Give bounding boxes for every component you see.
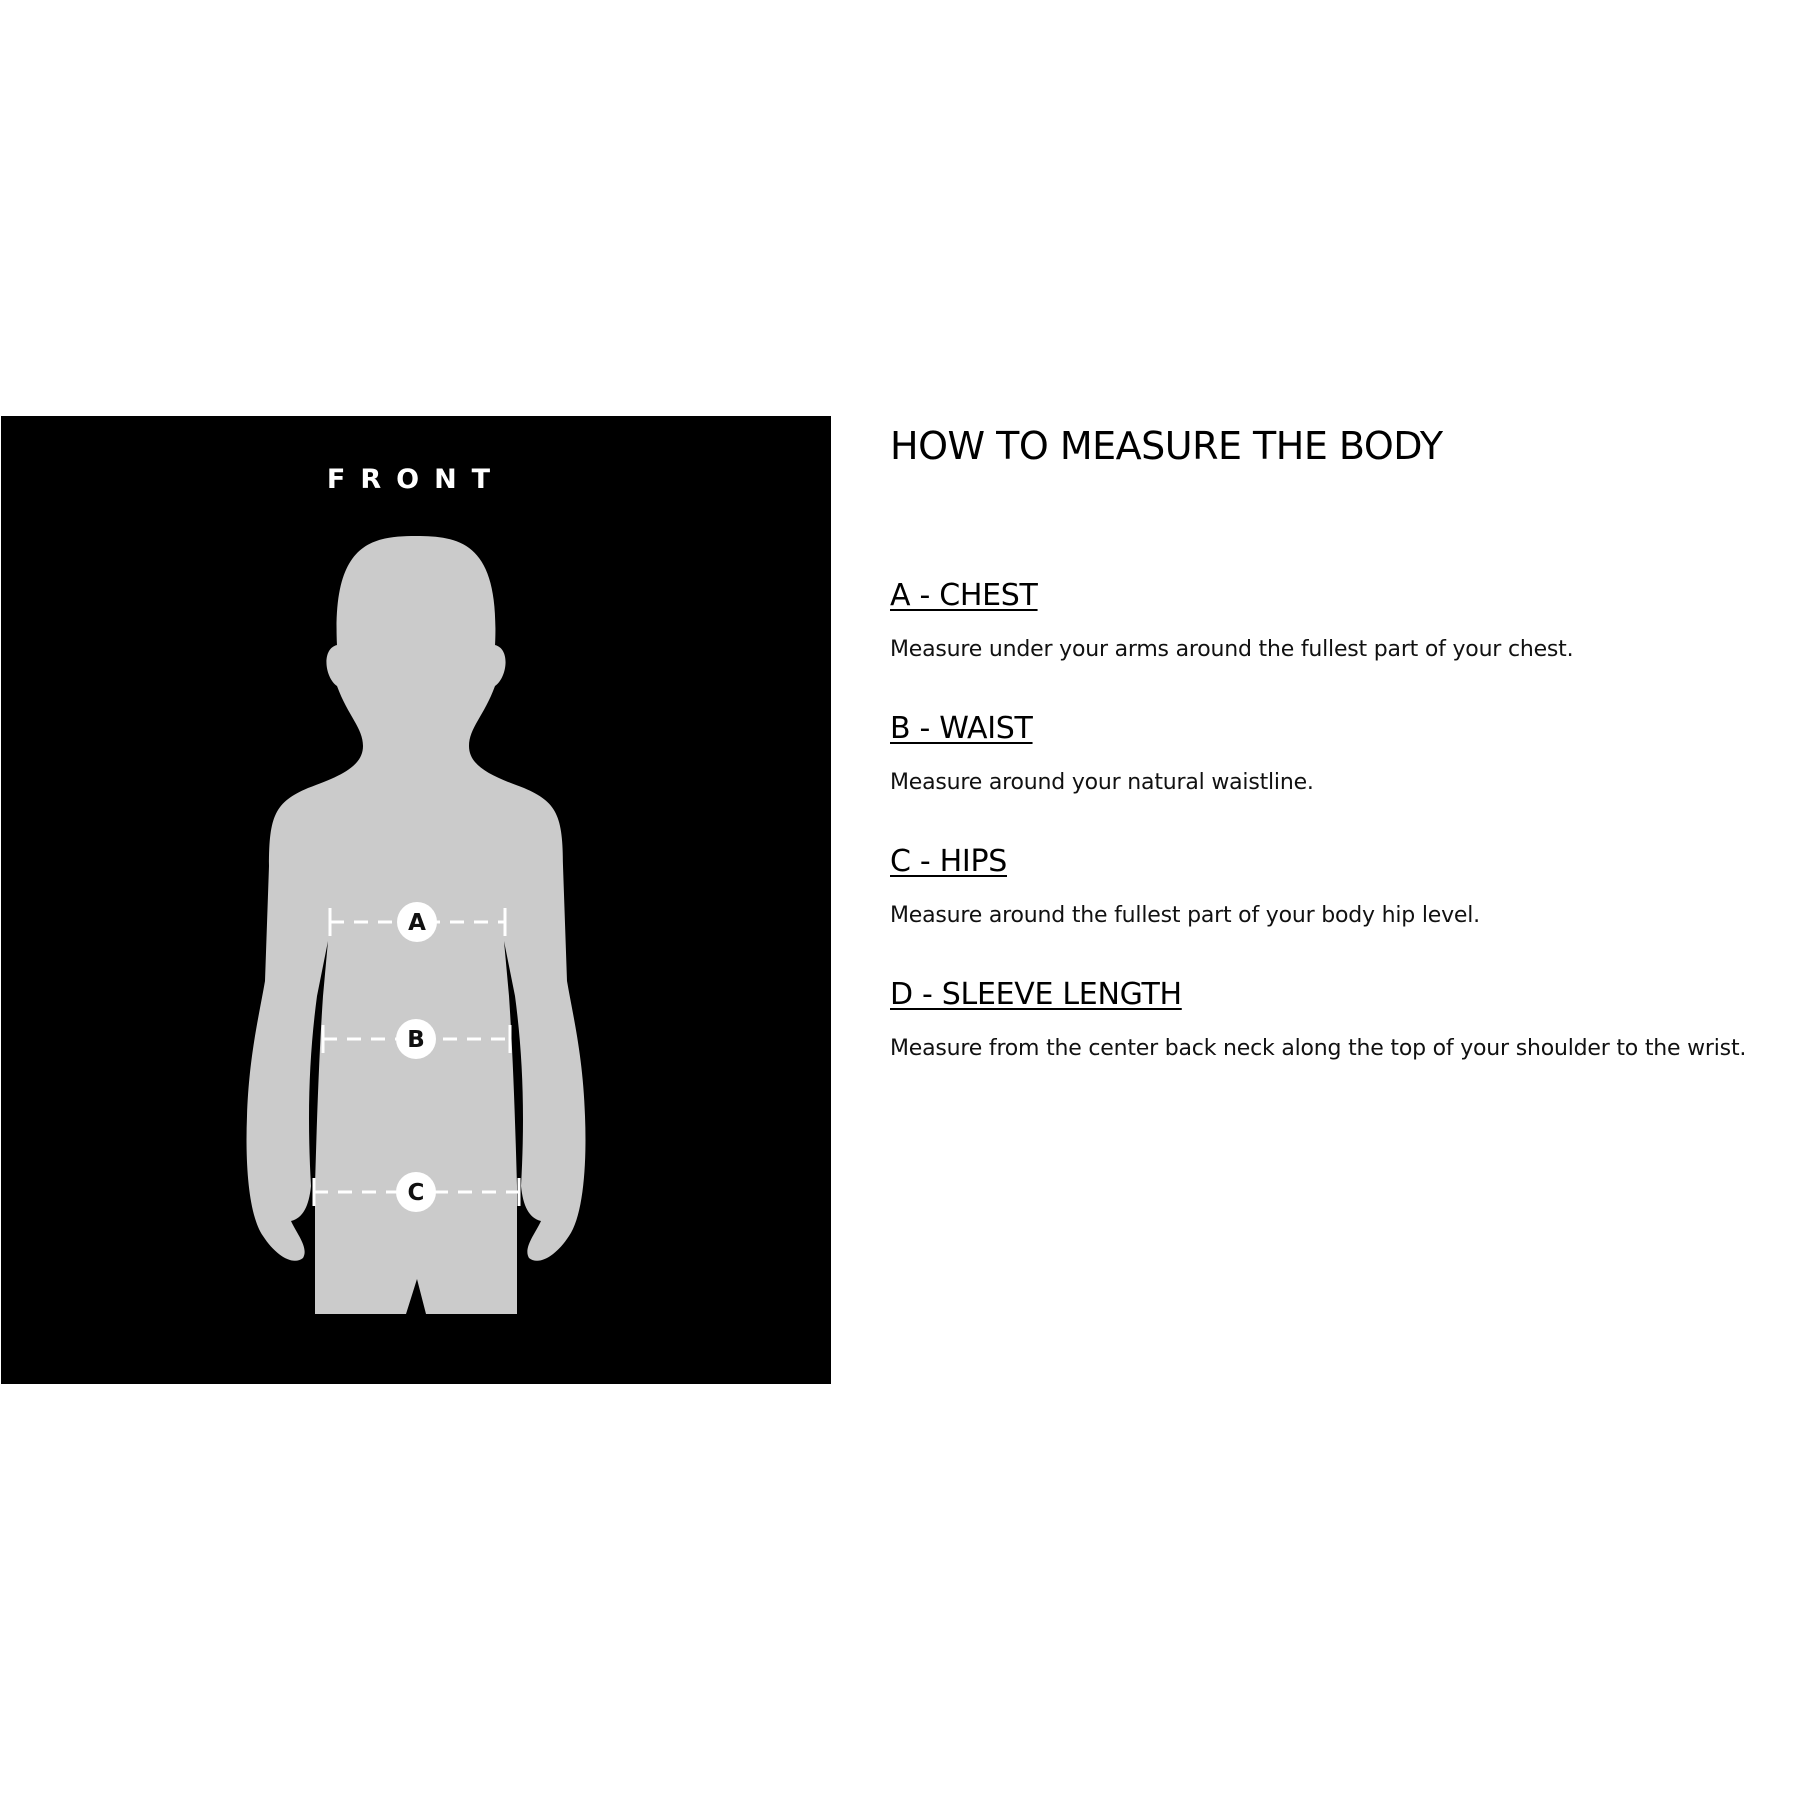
measurement-title: C - HIPS (890, 844, 1007, 879)
measurement-description: Measure under your arms around the fullest part of your chest. (890, 637, 1574, 662)
measurement-item-waist (890, 709, 1795, 842)
measurement-item-chest (890, 576, 1795, 709)
measurement-title: B - WAIST (890, 711, 1033, 746)
marker-c-label: C (407, 1180, 425, 1206)
measurement-description: Measure around the fullest part of your body hip level. (890, 903, 1480, 928)
body-silhouette-diagram (1, 416, 831, 1384)
measurement-title: D - SLEEVE LENGTH (890, 977, 1182, 1012)
page-title: HOW TO MEASURE THE BODY (890, 424, 1443, 468)
measurement-description: Measure around your natural waistline. (890, 770, 1314, 795)
measurement-description: Measure from the center back neck along the top of your shoulder to the wrist. (890, 1036, 1747, 1061)
front-view-label: FRONT (326, 464, 506, 495)
marker-a-label: A (408, 910, 426, 936)
measurement-instructions (890, 416, 1795, 1108)
marker-b-label: B (407, 1027, 425, 1053)
measurement-title: A - CHEST (890, 578, 1038, 613)
measurement-figure-panel (1, 416, 831, 1384)
measurement-item-sleeve-length (890, 975, 1795, 1108)
measurement-item-hips (890, 842, 1795, 975)
measurement-list (890, 576, 1795, 1108)
